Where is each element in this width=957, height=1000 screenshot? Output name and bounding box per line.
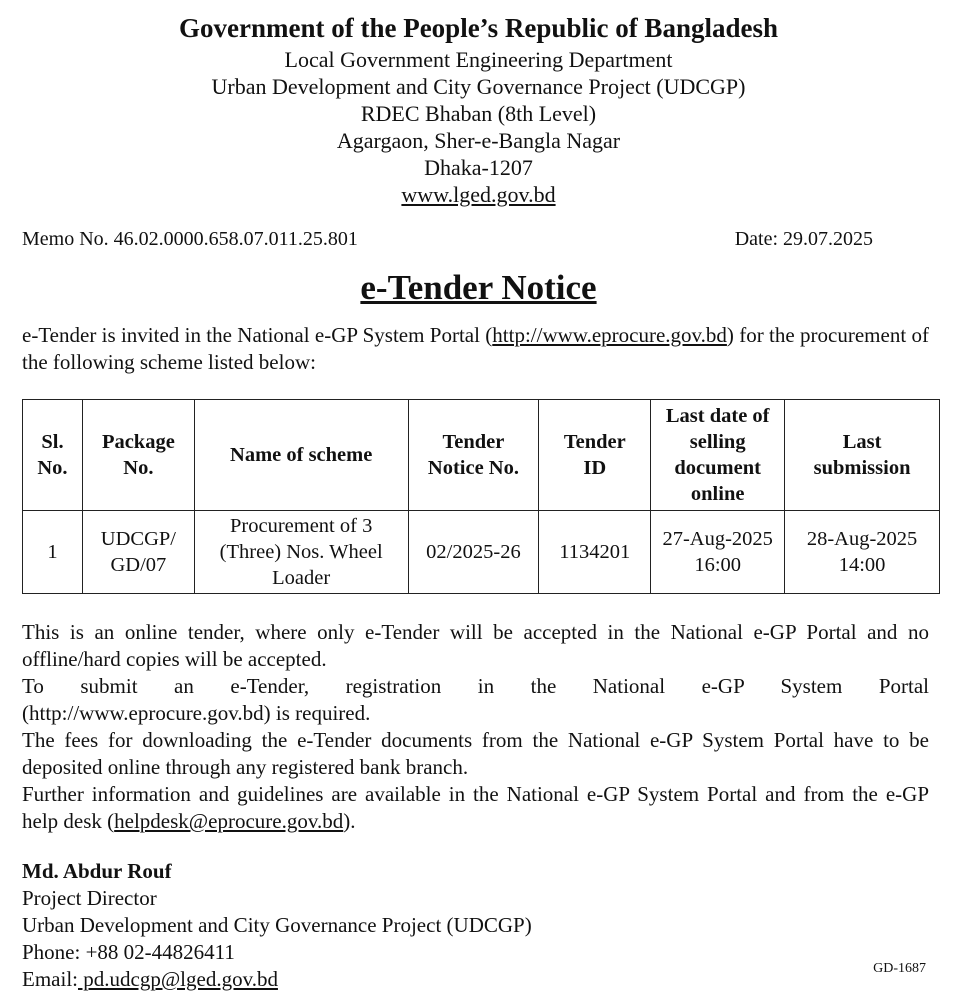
cell-package-no: UDCGP/ GD/07 [82,511,194,594]
reference-code: GD-1687 [873,961,926,976]
table-header-row [23,400,940,511]
government-title: Government of the People’s Republic of Bangladesh [179,13,778,43]
paragraph-further-info: Further information and guidelines are available in the National e-GP System Portal and from the e-GP help desk (helpdesk@eprocure.gov.bd). [22,782,929,833]
paragraph-registration-line1: To submit an e-Tender, registration in the National e-GP System Portal [22,674,929,698]
signatory-email: Email: pd.udcgp@lged.gov.bd [22,967,278,991]
cell-tender-notice-no: 02/2025-26 [408,511,539,594]
signatory-name: Md. Abdur Rouf [22,859,172,883]
cell-last-selling-date: 27-Aug-2025 16:00 [651,511,785,594]
table-row [23,511,940,594]
header-package-no: Package No. [82,400,194,511]
notice-body [22,619,929,835]
signatory-project: Urban Development and City Governance Project (UDCGP) [22,913,532,937]
eprocure-link[interactable]: http://www.eprocure.gov.bd [492,323,727,347]
memo-number: Memo No. 46.02.0000.658.07.011.25.801 [22,228,358,250]
letterhead [0,10,957,208]
paragraph-registration-line2: (http://www.eprocure.gov.bd) is required. [22,701,371,725]
header-tender-notice-no: Tender Notice No. [408,400,539,511]
cell-scheme-name: Procurement of 3 (Three) Nos. Wheel Loader [194,511,408,594]
email-link[interactable]: pd.udcgp@lged.gov.bd [78,967,278,991]
header-sl-no: Sl. No. [23,400,83,511]
notice-title: e-Tender Notice [360,268,597,307]
signatory-phone: Phone: +88 02-44826411 [22,940,235,964]
cell-tender-id: 1134201 [539,511,651,594]
cell-last-submission: 28-Aug-2025 14:00 [785,511,940,594]
helpdesk-email-link[interactable]: helpdesk@eprocure.gov.bd [114,809,344,833]
intro-paragraph: e-Tender is invited in the National e-GP System Portal (http://www.eprocure.gov.bd) for the procurement of the following scheme listed below: [22,323,929,374]
cell-sl-no: 1 [23,511,83,594]
signatory-designation: Project Director [22,886,157,910]
header-tender-id: Tender ID [539,400,651,511]
paragraph-online-tender: This is an online tender, where only e-Tender will be accepted in the National e-GP Portal and no offline/hard copies will be accepted. [22,620,929,671]
area-address: Agargaon, Sher-e-Bangla Nagar [336,128,621,153]
website-link[interactable]: www.lged.gov.bd [401,182,556,207]
header-last-selling-date: Last date of selling document online [651,400,785,511]
eprocure-link-2[interactable]: http://www.eprocure.gov.bd [29,701,264,725]
signature-block [22,858,532,993]
header-last-submission: Last submission [785,400,940,511]
city-address: Dhaka-1207 [424,155,533,180]
tender-table [22,399,940,594]
department-name: Local Government Engineering Department [284,47,673,72]
project-name: Urban Development and City Governance Project (UDCGP) [211,74,746,99]
building-address: RDEC Bhaban (8th Level) [360,101,597,126]
memo-date: Date: 29.07.2025 [734,228,873,250]
memo-row [22,228,873,251]
header-scheme-name: Name of scheme [194,400,408,511]
paragraph-fees: The fees for downloading the e-Tender documents from the National e-GP System Portal have to be deposited online through any registered bank branch. [22,728,929,779]
